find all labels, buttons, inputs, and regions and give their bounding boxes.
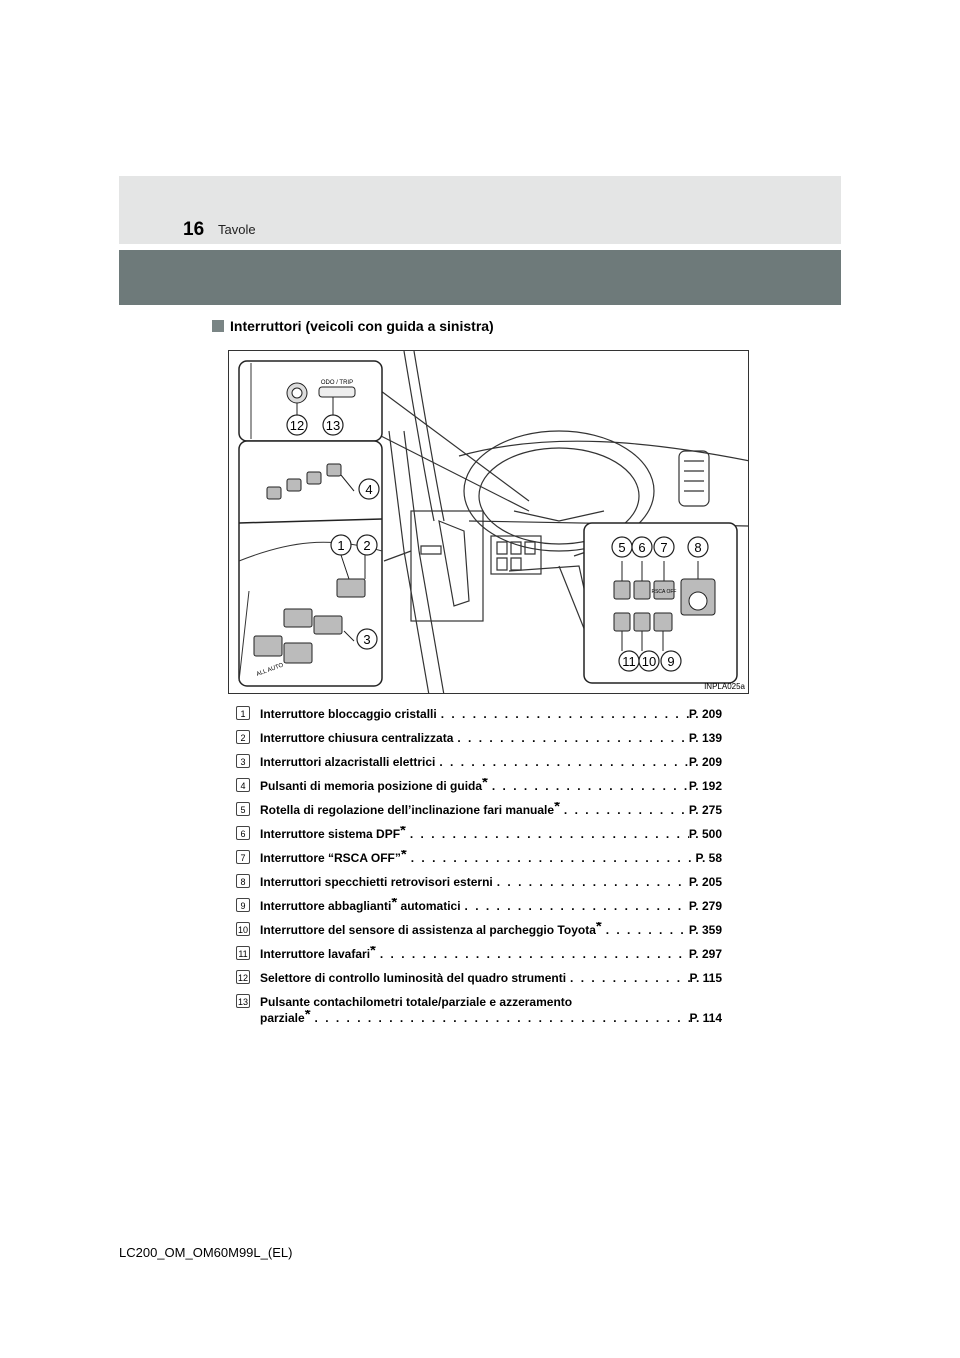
footer-code: LC200_OM_OM60M99L_(EL) [119,1245,293,1260]
asterisk: * [554,802,560,815]
odo-trip-text: ODO / TRIP [320,380,354,386]
item-label: Interruttori alzacristalli elettrici [260,755,436,769]
asterisk: * [595,922,602,935]
item-number: 12 [236,970,250,984]
item-number: 11 [236,946,250,960]
callout-10 [639,651,659,671]
callout-9 [661,651,681,671]
page-number: 16 [183,219,205,240]
item-number: 3 [236,754,250,768]
illustration-svg [229,351,749,694]
item-page: P. 297 [688,947,722,961]
svg-text:13: 13 [325,418,341,433]
item-number: 5 [236,802,250,816]
svg-text:10: 10 [641,654,657,669]
asterisk: * [304,1010,311,1023]
svg-text:9: 9 [667,654,675,669]
header-dark-band [119,250,841,305]
callout-7 [654,537,674,557]
item-label: Rotella di regolazione dell’inclinazione fari manuale [260,803,555,817]
asterisk: * [391,898,398,911]
item-page: P. 58 [695,851,722,865]
item-page: P. 115 [689,971,722,985]
callout-8 [688,537,708,557]
item-label: Pulsanti di memoria posizione di guida [260,779,483,793]
item-page: P. 139 [688,731,722,745]
list-item [236,802,722,818]
callout-3 [357,629,377,649]
list-item [236,946,722,962]
item-number: 10 [236,922,250,936]
callout-6 [632,537,652,557]
callout-13 [323,415,343,435]
item-number: 13 [236,994,250,1008]
list-item [236,706,722,722]
list-item [236,994,722,1026]
item-page: P. 114 [689,1011,722,1025]
list-item [236,970,722,986]
item-page: P. 205 [688,875,722,889]
switch-illustration [228,350,749,694]
svg-text:12: 12 [289,418,305,433]
item-page: P. 279 [688,899,722,913]
svg-text:3: 3 [363,632,371,647]
item-number: 8 [236,874,250,888]
list-item [236,850,722,866]
list-item [236,922,722,938]
svg-text:4: 4 [365,482,373,497]
svg-text:5: 5 [618,540,626,555]
item-number: 7 [236,850,250,864]
item-label: parziale [260,1011,305,1025]
rsca-text: RSCA OFF [651,589,677,595]
item-page: P. 275 [688,803,722,817]
item-number: 9 [236,898,250,912]
item-page: P. 359 [688,923,722,937]
svg-text:6: 6 [638,540,646,555]
heading-text: Interruttori (veicoli con guida a sinistra) [230,318,494,334]
list-item [236,778,722,794]
item-number: 6 [236,826,250,840]
callout-11 [619,651,639,671]
list-item [236,730,722,746]
switch-list [236,706,722,1034]
item-number: 1 [236,706,250,720]
list-item [236,874,722,890]
figure-code: INPLA025a [704,682,745,691]
item-label: Interruttori specchietti retrovisori esterni [260,875,493,889]
asterisk: * [482,778,488,791]
list-item [236,826,722,842]
all-auto-text: ALL AUTO [255,662,285,678]
callout-12 [287,415,307,435]
list-item [236,898,722,914]
item-number: 4 [236,778,250,792]
svg-text:11: 11 [622,654,636,669]
item-label: Interruttore bloccaggio cristalli [260,707,437,721]
item-label: Interruttore “RSCA OFF” [260,851,401,865]
svg-text:1: 1 [337,538,345,553]
asterisk: * [400,826,406,839]
asterisk: * [400,850,407,863]
item-label: Interruttore chiusura centralizzata [260,731,454,745]
item-label-suffix: automatici [397,899,461,913]
svg-text:7: 7 [660,540,668,555]
item-label-line1: Pulsante contachilometri totale/parziale e azzeramento [260,995,573,1009]
callout-5 [612,537,632,557]
item-number: 2 [236,730,250,744]
section-heading [212,318,494,334]
list-item [236,754,722,770]
item-page: P. 500 [688,827,722,841]
section-title: Tavole [218,222,256,237]
item-label: Interruttore abbaglianti [260,899,392,913]
heading-square-icon [212,320,224,332]
item-page: P. 209 [688,755,722,769]
callout-2 [357,535,377,555]
item-page: P. 209 [688,707,722,721]
svg-text:2: 2 [363,538,371,553]
callout-4 [359,479,379,499]
svg-text:8: 8 [694,540,702,555]
item-label: Interruttore del sensore di assistenza al parcheggio Toyota [260,923,596,937]
item-label: Selettore di controllo luminosità del quadro strumenti [260,971,567,985]
asterisk: * [370,946,376,959]
item-label: Interruttore sistema DPF [260,827,401,841]
callout-1 [331,535,351,555]
item-label: Interruttore lavafari [260,947,371,961]
item-page: P. 192 [688,779,722,793]
